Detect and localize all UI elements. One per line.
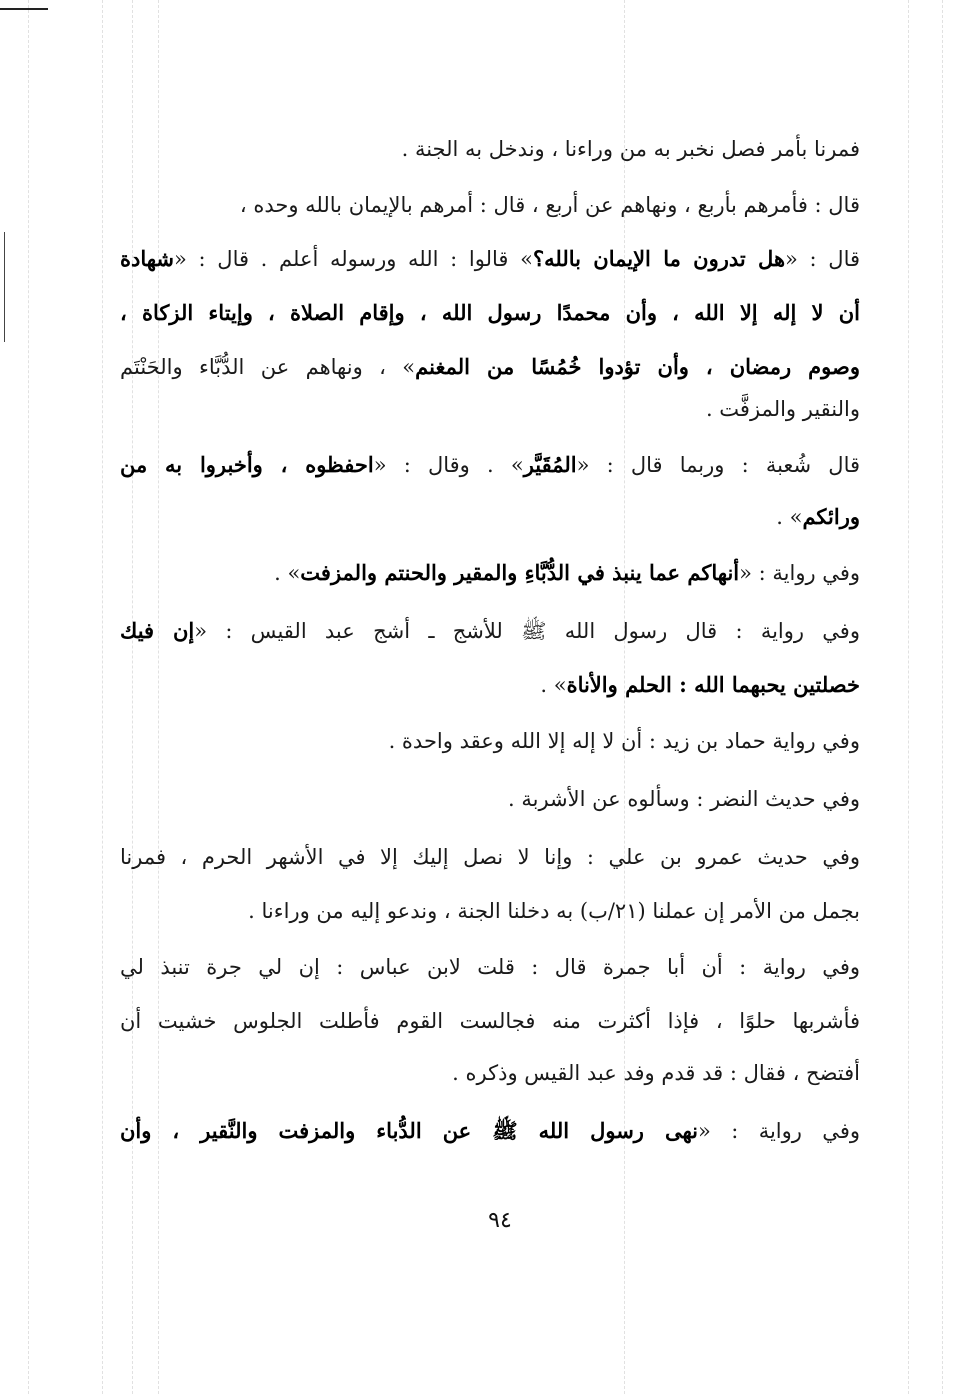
hadith-quote-text: خصلتين يحبهما الله : الحلم والأناة bbox=[566, 672, 860, 697]
text-line bbox=[120, 546, 860, 600]
text-line bbox=[120, 714, 860, 768]
text-line bbox=[120, 830, 860, 884]
narration-text: » . bbox=[274, 561, 301, 585]
narration-text: وفي رواية : « bbox=[698, 1119, 860, 1143]
narration-text: » قالوا : الله ورسوله أعلم . قال : « bbox=[174, 247, 533, 271]
text-line bbox=[120, 122, 860, 176]
text-line bbox=[120, 604, 860, 658]
page-number: ٩٤ bbox=[488, 1208, 512, 1233]
narration-text: وفي رواية : « bbox=[739, 561, 860, 585]
narration-text: قال شُعبة : وربما قال : « bbox=[576, 453, 860, 477]
narration-text: والنقير والمزفَّت . bbox=[705, 397, 860, 421]
text-line bbox=[120, 994, 860, 1048]
narration-text: وفي حديث عمرو بن علي : وإنا لا نصل إليك إلا في الأشهر الحرم ، فمرنا bbox=[120, 845, 860, 869]
narration-text: » . bbox=[776, 505, 803, 529]
narration-text: » . وقال : « bbox=[373, 453, 524, 477]
hadith-quote-text: شهادة bbox=[120, 246, 175, 271]
text-line bbox=[120, 1046, 860, 1100]
narration-text: أفتضح ، فقال : قد قدم وفد عبد القيس وذكره . bbox=[452, 1061, 860, 1085]
narration-text: » . bbox=[540, 673, 567, 697]
hadith-quote-text: ورائكم bbox=[802, 504, 860, 529]
narration-text: قال : فأمرهم بأربع ، ونهاهم عن أربع ، قال : أمرهم بالإيمان بالله وحده ، bbox=[239, 193, 860, 217]
hadith-quote-text: أن لا إله إلا الله ، وأن محمدًا رسول الله ، وإقام الصلاة ، وإيتاء الزكاة ، bbox=[120, 300, 860, 325]
text-line bbox=[120, 286, 860, 340]
narration-text: وفي حديث النضر : وسألوه عن الأشربة . bbox=[508, 787, 860, 811]
narration-text: وفي رواية : قال رسول الله ﷺ للأشج ـ أشج عبد القيس : « bbox=[194, 619, 860, 643]
narration-text: » ، ونهاهم عن الدُّبَّاء والحَنْتَم bbox=[120, 355, 416, 379]
text-line bbox=[120, 438, 860, 492]
text-line bbox=[120, 490, 860, 544]
narration-text: بجمل من الأمر إن عملنا (٢١/ب) به دخلنا الجنة ، وندعو إليه من وراءنا . bbox=[248, 899, 860, 923]
text-line bbox=[120, 772, 860, 826]
narration-text: وفي رواية حماد بن زيد : أن لا إله إلا الله وعقد واحدة . bbox=[388, 729, 860, 753]
hadith-quote-text: نهى رسول الله ﷺ عن الدُّباء والمزفت والنَّقير ، وأن bbox=[120, 1118, 698, 1143]
text-line bbox=[120, 178, 860, 232]
text-line bbox=[120, 884, 860, 938]
narration-text: فأشربها حلوًا ، فإذا أكثرت منه فجالست القوم فأطلت الجلوس خشيت أن bbox=[120, 1009, 860, 1033]
hadith-quote-text: إن فيك bbox=[120, 618, 195, 643]
hadith-quote-text: احفظوه ، وأخبروا به من bbox=[120, 452, 374, 477]
narration-text: وفي رواية : أن أبا جمرة قال : قلت لابن عباس : إن لي جرة تنبذ لي bbox=[120, 955, 860, 979]
hadith-quote-text: أنهاكم عما ينبذ في الدُّبَّاءِ والمقير والحنتم والمزفت bbox=[300, 560, 740, 585]
hadith-quote-text: وصوم رمضان ، وأن تؤدوا خُمُسًا من المغنم bbox=[415, 354, 860, 379]
hadith-quote-text: المُقَيَّر bbox=[523, 452, 577, 477]
text-line bbox=[120, 1104, 860, 1158]
narration-text: قال : « bbox=[785, 247, 860, 271]
text-line bbox=[120, 940, 860, 994]
text-line bbox=[120, 658, 860, 712]
narration-text: فمرنا بأمر فصل نخبر به من وراءنا ، وندخل به الجنة . bbox=[401, 137, 860, 161]
hadith-quote-text: هل تدرون ما الإيمان بالله؟ bbox=[532, 246, 786, 271]
text-line bbox=[120, 382, 860, 436]
text-line bbox=[120, 232, 860, 286]
